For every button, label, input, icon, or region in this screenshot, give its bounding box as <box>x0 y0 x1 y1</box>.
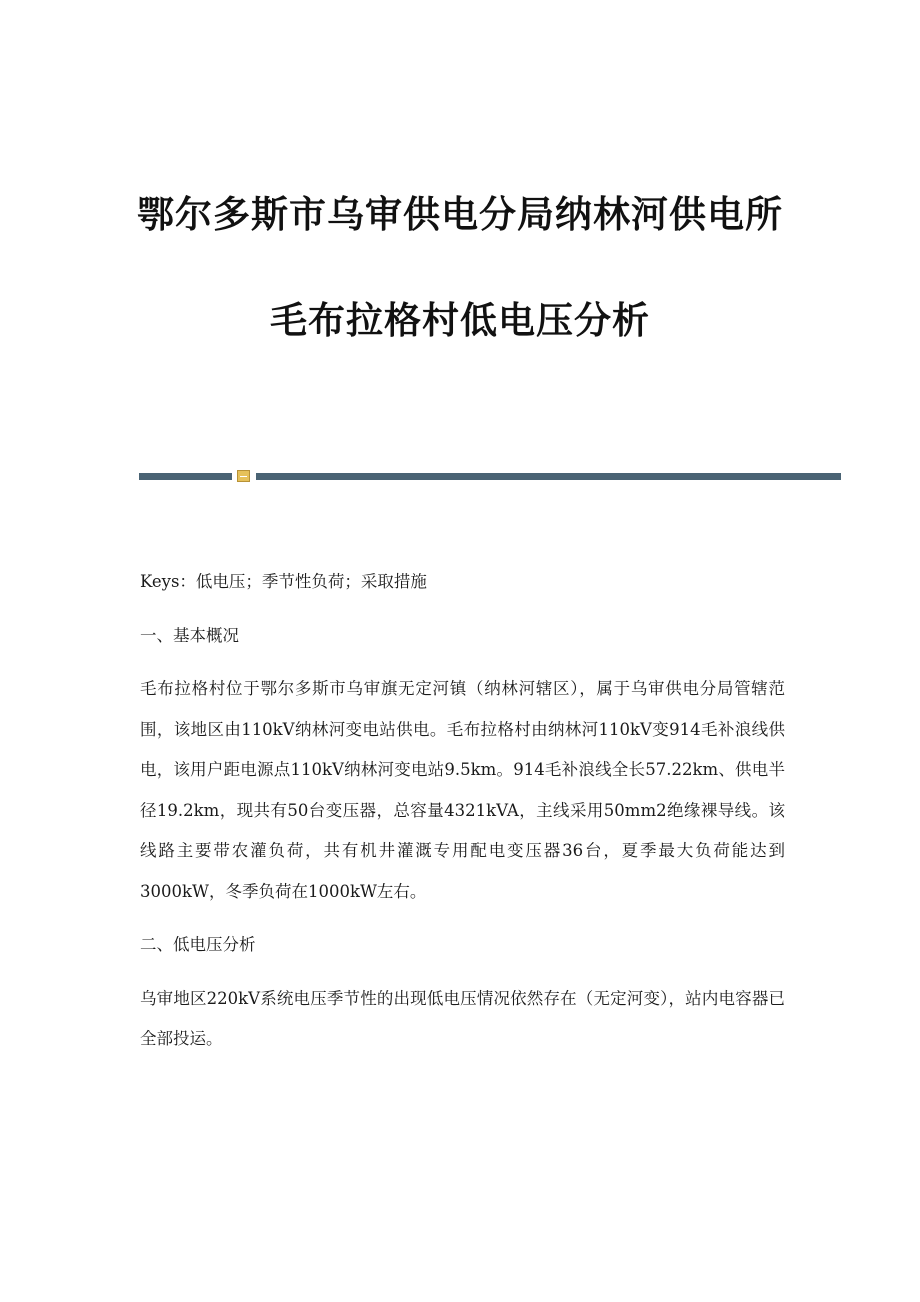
divider-bar-right <box>256 473 841 480</box>
section-body-analysis: 乌审地区220kV系统电压季节性的出现低电压情况依然存在（无定河变），站内电容器已全部投运。 <box>140 988 785 1048</box>
divider-bar-left <box>139 473 232 480</box>
document-title <box>0 190 920 346</box>
section-heading-analysis: 二、低电压分析 <box>140 935 256 954</box>
section-heading-overview: 一、基本概况 <box>140 625 239 645</box>
section-body-overview: 毛布拉格村位于鄂尔多斯市乌审旗无定河镇（纳林河辖区），属于乌审供电分局管辖范围，该地区由110kV纳林河变电站供电。毛布拉格村由纳林河110kV变914毛补浪线供电，该用户距电源点110kV纳林河变电站9.5km。914毛补浪线全长57.22km、供电半径19.2km，现共有50台变压器，总容量4321kVA，主线采用50mm2绝缘裸导线。该线路主要带农灌负荷，共有机井灌溉专用配电变压器36台，夏季最大负荷能达到3000kW，冬季负荷在1000kW左右。 <box>140 679 785 901</box>
title-line-2: 毛布拉格村低电压分析 <box>270 299 650 342</box>
keywords-line: Keys：低电压；季节性负荷；采取措施 <box>140 572 427 591</box>
title-divider <box>139 470 841 482</box>
divider-ornament-icon <box>237 470 250 482</box>
document-body <box>140 562 785 1060</box>
title-line-1: 鄂尔多斯市乌审供电分局纳林河供电所 <box>137 193 783 236</box>
